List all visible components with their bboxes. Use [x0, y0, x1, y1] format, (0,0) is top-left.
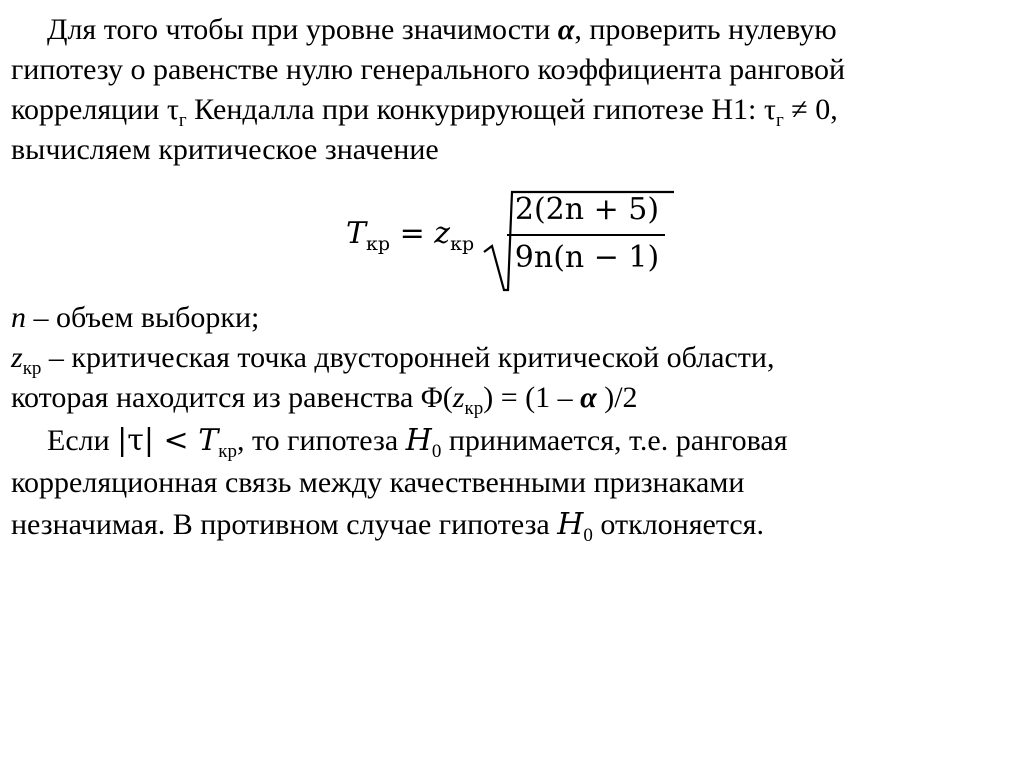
tau-subscript: г [178, 110, 187, 131]
abs-tau-comparison: |τ| < [117, 423, 199, 458]
text-segment: )/2 [596, 381, 638, 414]
z-symbol: z [434, 216, 451, 251]
definition-z [11, 338, 774, 382]
text-segment: Если [47, 424, 118, 457]
text-segment: , проверить нулевую [574, 13, 837, 46]
formula-numerator: 2(2n + 5) [514, 192, 660, 227]
text-segment: ) = (1 – [483, 381, 581, 414]
z-symbol: z [11, 341, 23, 374]
text-segment: принимается, т.е. ранговая [441, 424, 788, 457]
paragraph1-line4: вычисляем критическое значение [11, 133, 439, 166]
text-segment: , то гипотеза [236, 424, 406, 457]
definition-z-line2 [11, 378, 638, 422]
definition-n [11, 298, 259, 338]
relation-text: ≠ 0, [783, 93, 838, 126]
paragraph2-line1 [47, 421, 788, 465]
alpha-symbol: α [580, 381, 597, 414]
text-segment: – критическая точка двусторонней критической области, [41, 341, 775, 374]
formula-denominator: 9n(n − 1) [514, 240, 660, 275]
fraction-bar [507, 234, 665, 236]
paragraph2-line3 [11, 505, 764, 549]
text-segment: незначимая. В противном случае гипотеза [11, 508, 558, 541]
text-segment: – объем выборки; [26, 301, 260, 334]
text-segment: Кендалла при конкурирующей гипотезе H1: [186, 93, 764, 126]
z-subscript: кр [464, 398, 484, 419]
H-symbol: H [557, 507, 584, 542]
paragraph2-line2: корреляционная связь между качественными признаками [11, 466, 745, 499]
text-segment: Для того чтобы при уровне значимости [47, 13, 558, 46]
alpha-symbol: α [557, 13, 575, 46]
text-segment: которая находится из равенства Φ( [11, 381, 453, 414]
formula-lhs [346, 214, 474, 257]
paragraph1-line1 [47, 10, 837, 50]
text-segment: корреляции [11, 93, 167, 126]
tau-symbol: τ [166, 93, 179, 126]
equals-sign: = [390, 216, 435, 251]
T-subscript: кр [218, 441, 237, 462]
paragraph1-line2: гипотезу о равенстве нулю генерального коэффициента ранговой [11, 53, 846, 86]
z-subscript: кр [450, 233, 475, 255]
H-subscript: 0 [583, 525, 593, 546]
text-segment: отклоняется. [592, 508, 764, 541]
paragraph1-line3 [11, 90, 838, 134]
T-symbol: T [346, 216, 367, 251]
T-subscript: кр [366, 233, 391, 255]
tau-subscript: г [775, 110, 784, 131]
tau-symbol: τ [763, 93, 776, 126]
H-symbol: H [405, 423, 432, 458]
T-symbol: T [198, 423, 219, 458]
H-subscript: 0 [431, 441, 442, 462]
critical-value-formula [340, 186, 680, 296]
n-symbol: n [11, 301, 26, 334]
z-subscript: кр [22, 358, 42, 379]
z-symbol: z [452, 381, 465, 414]
